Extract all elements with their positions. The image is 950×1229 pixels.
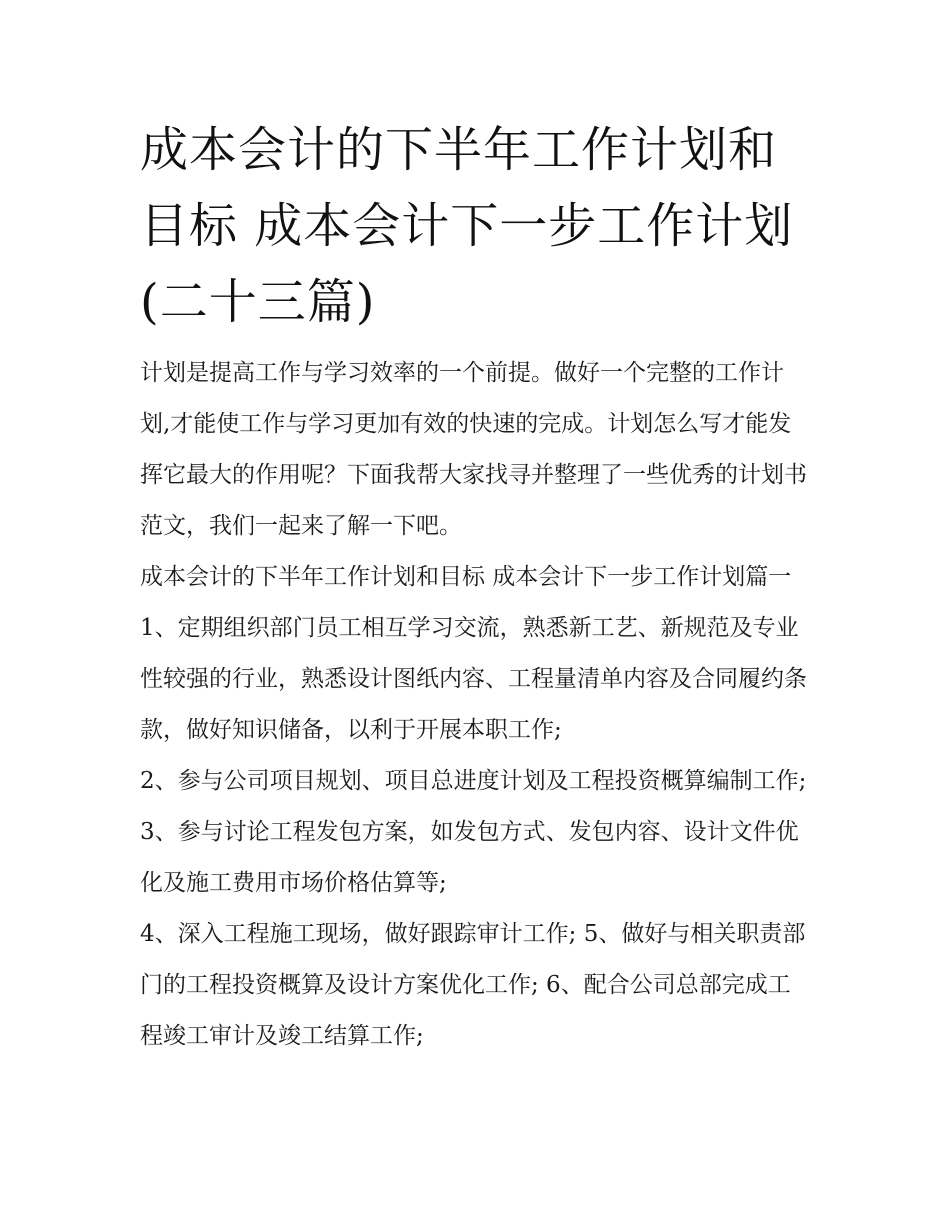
list-item: 1、定期组织部门员工相互学习交流，熟悉新工艺、新规范及专业性较强的行业，熟悉设计图纸内容、工程量清单内容及合同履约条款，做好知识储备，以利于开展本职工作; — [140, 615, 807, 743]
list-item: 4、深入工程施工现场，做好跟踪审计工作; 5、做好与相关职责部门的工程投资概算及设计方案优化工作; 6、配合公司总部完成工程竣工审计及竣工结算工作; — [140, 921, 806, 1049]
document-body — [140, 112, 812, 1062]
intro-paragraph: 计划是提高工作与学习效率的一个前提。做好一个完整的工作计划,才能使工作与学习更加有效的快速的完成。计划怎么写才能发挥它最大的作用呢？下面我帮大家找寻并整理了一些优秀的计划书范文，我们一起来了解一下吧。 — [140, 360, 807, 539]
section-heading: 成本会计的下半年工作计划和目标 成本会计下一步工作计划篇一 — [140, 564, 792, 590]
document-title: 成本会计的下半年工作计划和目标 成本会计下一步工作计划(二十三篇) — [140, 122, 794, 330]
list-item: 2、参与公司项目规划、项目总进度计划及工程投资概算编制工作; 3、参与讨论工程发包方案，如发包方式、发包内容、设计文件优化及施工费用市场价格估算等; — [140, 768, 807, 896]
